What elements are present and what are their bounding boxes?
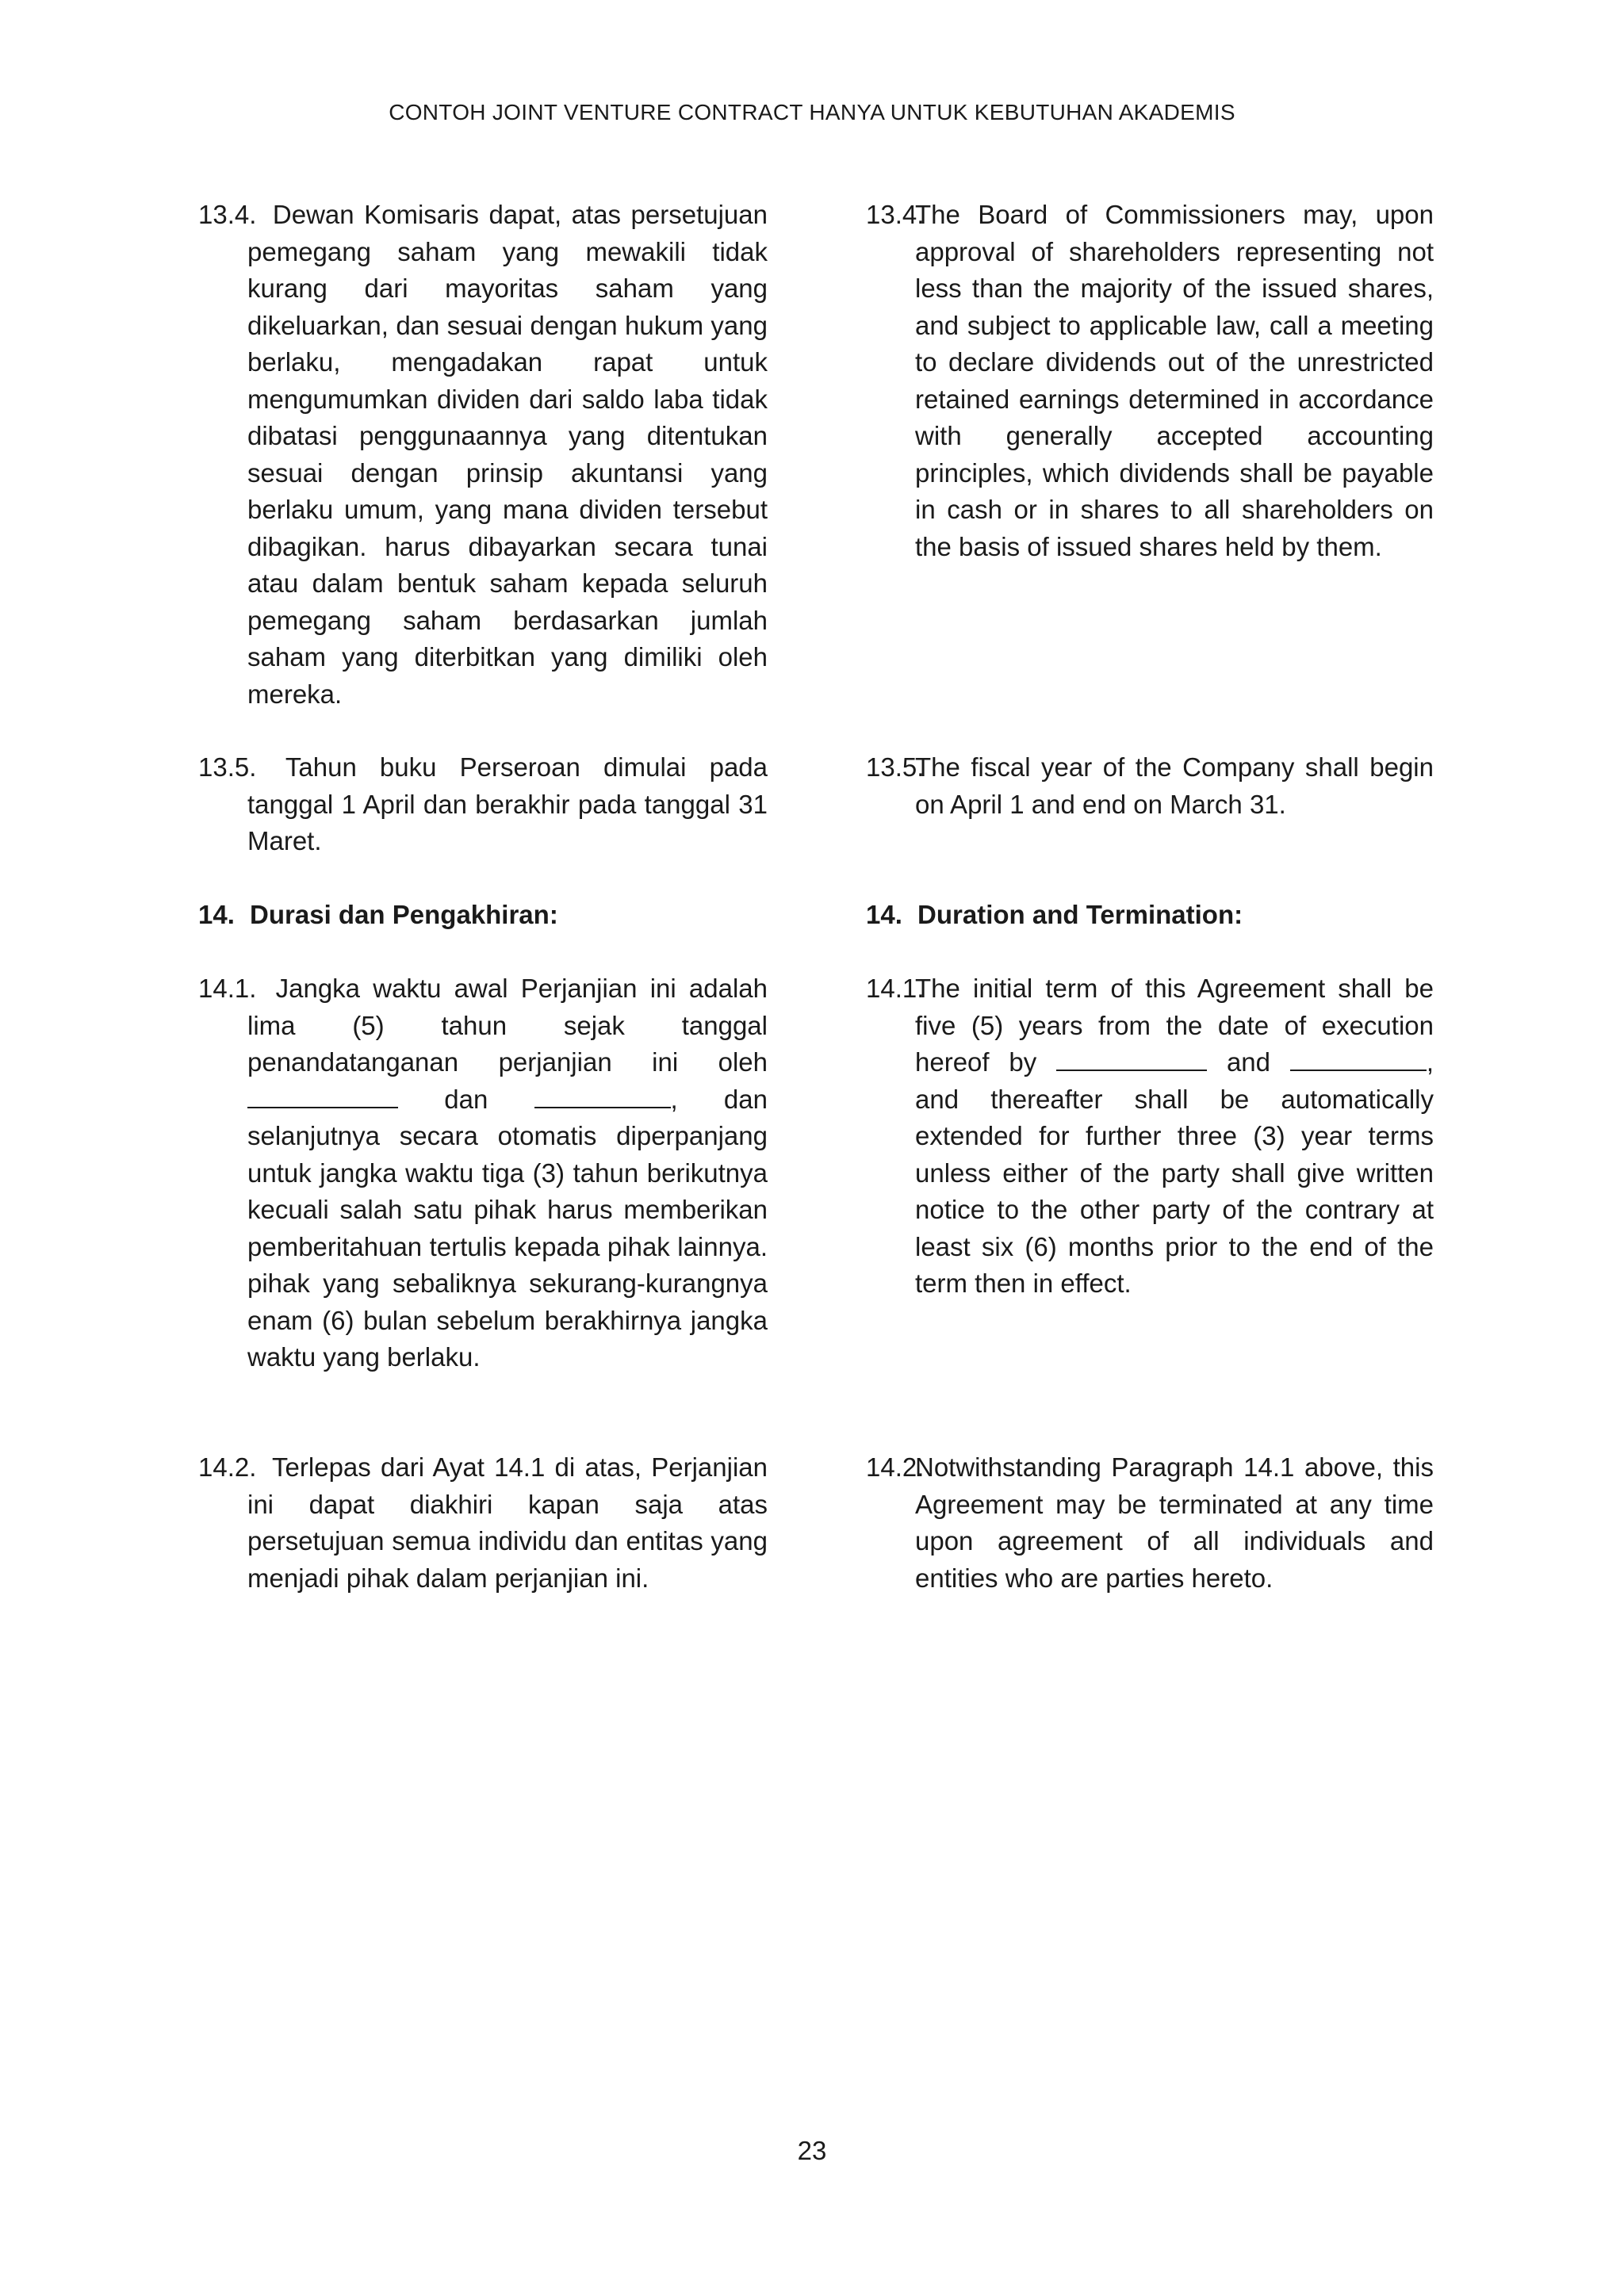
- signatory-blank-1: [1056, 1046, 1207, 1071]
- clause-text: Dewan Komisaris dapat, atas persetujuan pemegang saham yang mewakili tidak kurang dari mayoritas saham yang dikeluarkan, dan sesuai dengan hukum yang berlaku, mengadakan rapat untuk mengumumkan dividen dari saldo laba tidak dibatasi penggunaannya yang ditentukan sesuai dengan prinsip akuntansi yang berlaku umum, yang mana dividen tersebut dibagikan. harus dibayarkan secara tunai atau dalam bentuk saham kepada seluruh pemegang saham berdasarkan jumlah saham yang diterbitkan yang dimiliki oleh mereka.: [247, 200, 768, 709]
- section-heading-14-en: [866, 897, 1243, 934]
- clause-text: The Board of Commissioners may, upon approval of shareholders representing not less than the majority of the issued shares, and subject to applicable law, call a meeting to declare dividends out of the unrestricted retained earnings determined in accordance with generally accepted accounting principles, which dividends shall be payable in cash or in shares to all shareholders on the basis of issued shares held by them.: [915, 200, 1434, 561]
- clause-number: 14.1.: [866, 974, 925, 1003]
- page-number: 23: [797, 2136, 827, 2165]
- clause-text: Jangka waktu awal Perjanjian ini adalah lima (5) tahun sejak tanggal penandatanganan perjanjian ini oleh: [247, 974, 768, 1077]
- clause-13-5-en: [866, 749, 1434, 823]
- clause-number: 14.2.: [866, 1452, 925, 1482]
- signatory-blank-1: [247, 1083, 398, 1108]
- clause-13-4-en: [866, 197, 1434, 565]
- clause-text: The fiscal year of the Company shall begin on April 1 and end on March 31.: [915, 752, 1434, 819]
- section-heading-14-id: [198, 897, 558, 934]
- section-title: Duration and Termination:: [917, 900, 1243, 929]
- clause-text: Terlepas dari Ayat 14.1 di atas, Perjanjian ini dapat diakhiri kapan saja atas persetujuan semua individu dan entitas yang menjadi pihak dalam perjanjian ini.: [247, 1452, 768, 1593]
- clause-number: 14.2.: [198, 1452, 257, 1482]
- section-number: 14.: [866, 900, 902, 929]
- signatory-blank-2: [1290, 1046, 1427, 1071]
- clause-number: 13.5.: [198, 752, 257, 782]
- section-title: Durasi dan Pengakhiran:: [250, 900, 558, 929]
- clause-text: , and thereafter shall be automatically extended for further three (3) year terms unless either of the party shall give written notice to the other party of the contrary at least six (6) months prior to the end of the term then in effect.: [915, 1047, 1434, 1298]
- section-number: 14.: [198, 900, 235, 929]
- page-header: CONTOH JOINT VENTURE CONTRACT HANYA UNTUK KEBUTUHAN AKADEMIS: [389, 100, 1235, 124]
- clause-14-1-id: [198, 970, 768, 1376]
- clause-text: Notwithstanding Paragraph 14.1 above, this Agreement may be terminated at any time upon agreement of all individuals and entities who are parties hereto.: [915, 1452, 1434, 1593]
- clause-14-2-id: [198, 1449, 768, 1597]
- signatory-blank-2: [534, 1083, 671, 1108]
- clause-number: 13.5.: [866, 752, 925, 782]
- clause-text: , dan selanjutnya secara otomatis diperpanjang untuk jangka waktu tiga (3) tahun berikutnya kecuali salah satu pihak harus memberikan pemberitahuan tertulis kepada pihak lainnya. pihak yang sebaliknya sekurang-kurangnya enam (6) bulan sebelum berakhirnya jangka waktu yang berlaku.: [247, 1084, 768, 1372]
- clause-14-1-en: [866, 970, 1434, 1303]
- clause-text: dan: [444, 1084, 488, 1114]
- clause-13-5-id: [198, 749, 768, 860]
- clause-number: 14.1.: [198, 974, 257, 1003]
- clause-text: The initial term of this Agreement shall be five (5) years from the date of execution hereof by: [915, 974, 1434, 1077]
- clause-14-2-en: [866, 1449, 1434, 1597]
- clause-text: and: [1226, 1047, 1271, 1077]
- clause-13-4-id: [198, 197, 768, 713]
- clause-text: Tahun buku Perseroan dimulai pada tanggal 1 April dan berakhir pada tanggal 31 Maret.: [247, 752, 768, 855]
- clause-number: 13.4.: [866, 200, 925, 229]
- clause-number: 13.4.: [198, 200, 257, 229]
